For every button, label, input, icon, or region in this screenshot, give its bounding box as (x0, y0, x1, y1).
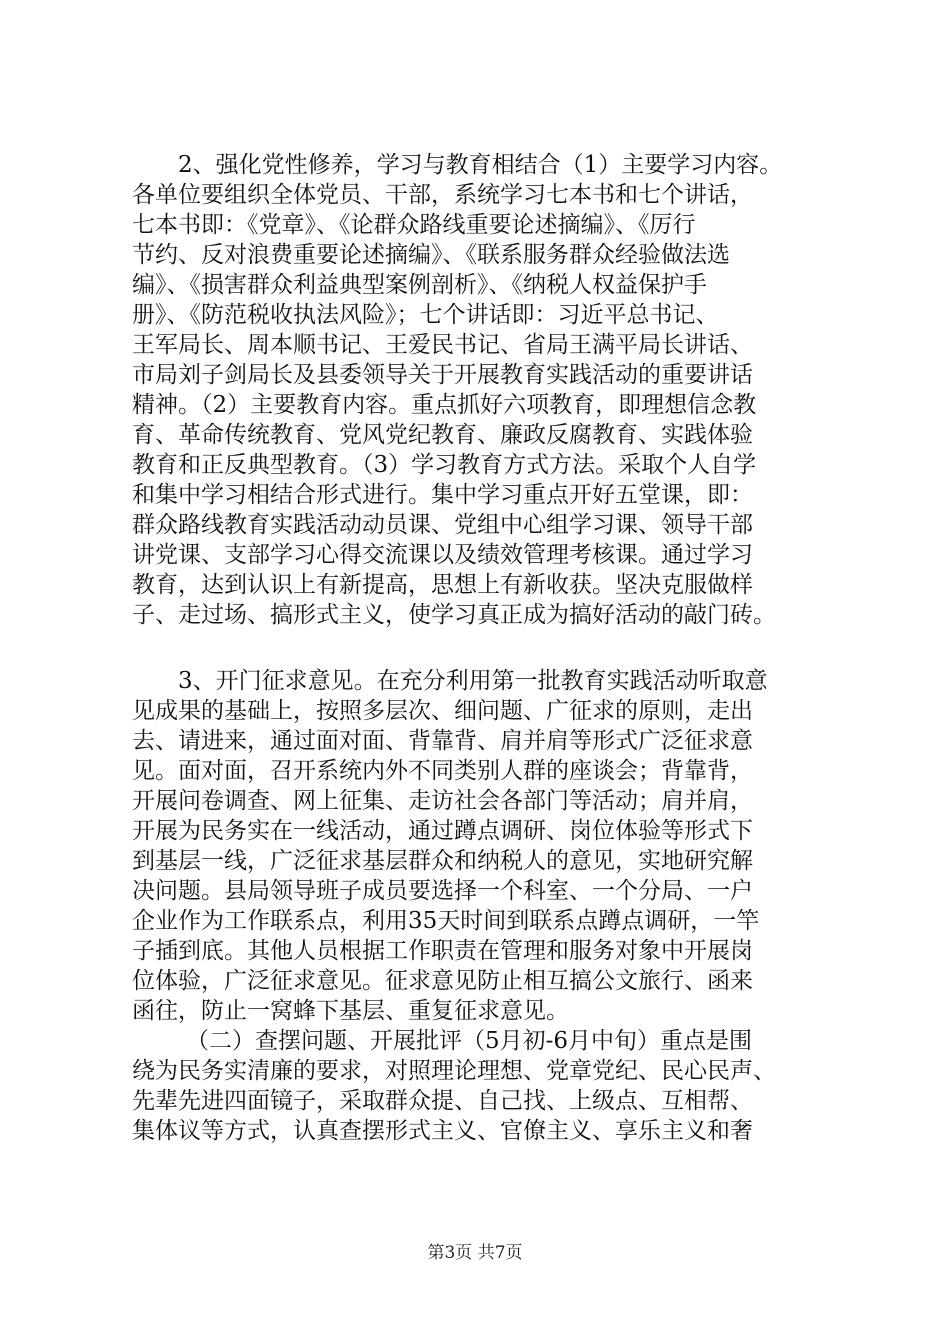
page-footer: 第3页 共7页 (427, 1243, 523, 1263)
text-line: 开展问卷调查、网上征集、走访社会各部门等活动；肩并肩， (132, 788, 753, 814)
text-line: 3、开门征求意见。在充分利用第一批教育实践活动听取意 (178, 668, 768, 694)
text-line: 见成果的基础上，按照多层次、细问题、广征求的原则，走出 (132, 698, 753, 724)
text-line: 和集中学习相结合形式进行。集中学习重点开好五堂课，即： (132, 482, 753, 508)
text-line: 先辈先进四面镜子，采取群众提、自己找、上级点、互相帮、 (132, 1088, 753, 1114)
text-line: 子、走过场、搞形式主义，使学习真正成为搞好活动的敲门砖。 (132, 602, 776, 628)
text-line: 集体议等方式，认真查摆形式主义、官僚主义、享乐主义和奢 (132, 1118, 753, 1144)
text-line: 绕为民务实清廉的要求，对照理论理想、党章党纪、民心民声、 (132, 1058, 776, 1084)
text-line: 到基层一线，广泛征求基层群众和纳税人的意见，实地研究解 (132, 848, 753, 874)
text-line: 开展为民务实在一线活动，通过蹲点调研、岗位体验等形式下 (132, 818, 753, 844)
text-line: 精神。（2）主要教育内容。重点抓好六项教育，即理想信念教 (132, 392, 757, 418)
text-line: 教育，达到认识上有新提高，思想上有新收获。坚决克服做样 (132, 572, 753, 598)
text-line: 编》、《损害群众利益典型案例剖析》、《纳税人权益保护手 (132, 272, 707, 298)
text-line: 群众路线教育实践活动动员课、党组中心组学习课、领导干部 (132, 512, 753, 538)
text-line: 企业作为工作联系点，利用35天时间到联系点蹲点调研，一竿 (132, 908, 760, 934)
text-line: 市局刘子剑局长及县委领导关于开展教育实践活动的重要讲话 (132, 362, 753, 388)
text-line: 2、强化党性修养，学习与教育相结合（1）主要学习内容。 (178, 152, 783, 178)
text-line: 见。面对面，召开系统内外不同类别人群的座谈会；背靠背， (132, 758, 753, 784)
text-line: 子插到底。其他人员根据工作职责在管理和服务对象中开展岗 (132, 938, 753, 964)
text-line: 讲党课、支部学习心得交流课以及绩效管理考核课。通过学习 (132, 542, 753, 568)
text-line: 册》、《防范税收执法风险》；七个讲话即：习近平总书记、 (132, 302, 719, 328)
text-line: 去、请进来，通过面对面、背靠背、肩并肩等形式广泛征求意 (132, 728, 753, 754)
text-line: 位体验，广泛征求意见。征求意见防止相互搞公文旅行、函来 (132, 968, 753, 994)
text-line: 决问题。县局领导班子成员要选择一个科室、一个分局、一户 (132, 878, 753, 904)
text-line: 各单位要组织全体党员、干部，系统学习七本书和七个讲话， (132, 182, 753, 208)
text-line: 王军局长、周本顺书记、王爱民书记、省局王满平局长讲话、 (132, 332, 753, 358)
text-line: 节约、反对浪费重要论述摘编》、《联系服务群众经验做法选 (132, 242, 730, 268)
text-line: （二）查摆问题、开展批评（5月初-6月中旬）重点是围 (186, 1028, 753, 1054)
text-line: 七本书即：《党章》、《论群众路线重要论述摘编》、《厉行 (132, 212, 696, 238)
text-line: 育、革命传统教育、党风党纪教育、廉政反腐教育、实践体验 (132, 422, 753, 448)
text-line: 教育和正反典型教育。（3）学习教育方式方法。采取个人自学 (132, 452, 757, 478)
text-line: 函往，防止一窝蜂下基层、重复征求意见。 (132, 998, 569, 1024)
